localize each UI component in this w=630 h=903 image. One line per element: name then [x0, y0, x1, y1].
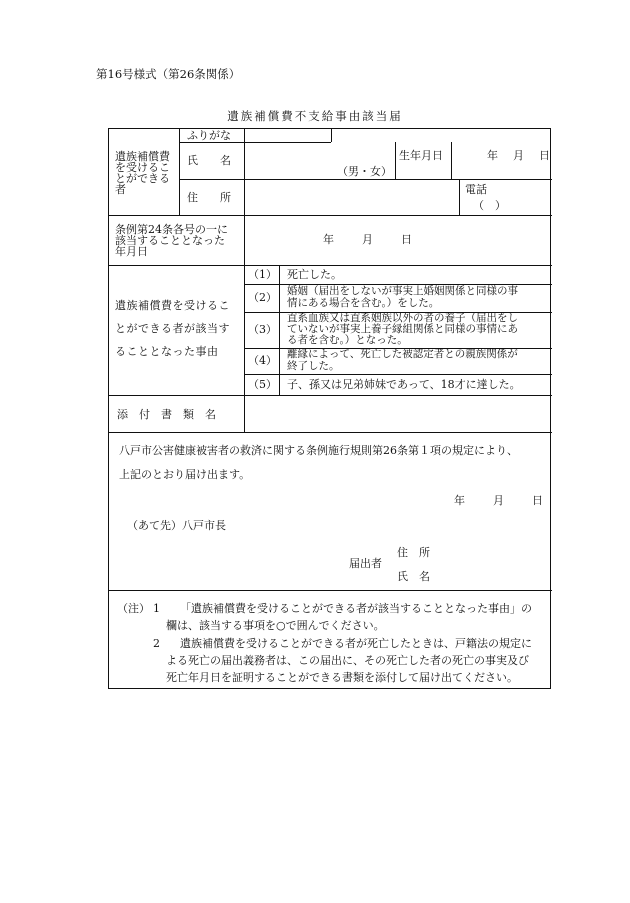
applicant-label-4: 者 [115, 183, 126, 196]
declaration-line-1: 八戸市公害健康被害者の救済に関する条例施行規則第26条第１項の規定により、 [119, 444, 518, 457]
phone-label: 電話 [465, 183, 487, 196]
rule-reason-4 [244, 374, 552, 375]
date-value[interactable]: 年 月 日 [323, 233, 414, 246]
gender-choice[interactable]: （男・女） [337, 165, 392, 178]
rule-declaration [109, 590, 552, 591]
rule-attachments [109, 432, 552, 433]
vrule-birth-right [451, 142, 452, 179]
addressee: （あて先）八戸市長 [127, 519, 226, 532]
furigana-label: ふりがな [187, 129, 231, 142]
note-2-line-1: 遺族補償費を受けることができる者が死亡したときは、戸籍法の規定に [180, 637, 532, 650]
note-2-line-2: よる死亡の届出義務者は、この届出に、その死亡した者の死亡の事実及び [166, 654, 529, 667]
notification-form [108, 128, 551, 689]
note-2-number: 2 [153, 637, 160, 650]
vrule-furigana-end [331, 129, 332, 142]
address-label: 住 所 [187, 191, 231, 204]
reason-label-2: とができる者が該当す [115, 322, 230, 335]
attachments-label: 添 付 書 類 名 [117, 408, 216, 421]
reason-item-num[interactable]: （5） [248, 378, 277, 391]
declaration-line-2: 上記のとおり届け出ます。 [119, 468, 251, 481]
reason-item-text: 離縁によって、死亡した被認定者との親族関係が [287, 348, 518, 360]
birthdate-label: 生年月日 [399, 149, 443, 162]
reason-label-1: 遺族補償費を受けるこ [115, 299, 230, 312]
reason-item-text: 直系血族又は直系姻族以外の者の養子（届出をし [287, 312, 518, 324]
vrule-reason-num [279, 265, 280, 395]
reason-item-text: 終了した。 [287, 360, 340, 372]
note-1-line-2: 欄は、該当する事項を○で囲んでください。 [166, 619, 385, 632]
reason-item-text: 子、孫又は兄弟姉妹であって、18才に達した。 [287, 378, 521, 391]
notes-prefix: （注） [117, 602, 150, 615]
name-label: 氏 名 [187, 154, 231, 167]
date-label-2: 該当することとなった [115, 234, 225, 247]
reason-item-text: る者を含む。）となった。 [287, 334, 408, 346]
notifier-label: 届出者 [349, 557, 382, 570]
reason-item-text: 死亡した。 [287, 268, 342, 281]
notifier-address-label: 住 所 [397, 546, 430, 559]
form-title: 遺族補償費不支給事由該当届 [227, 109, 403, 123]
notifier-name-label: 氏 名 [397, 570, 430, 583]
applicant-label-3: とができる [115, 172, 170, 185]
reason-item-num[interactable]: （3） [248, 323, 277, 336]
applicant-label-2: を受けるこ [115, 161, 170, 174]
phone-value[interactable]: （ ） [473, 199, 506, 212]
rule-applicant [109, 215, 552, 216]
declaration-date[interactable]: 年 月 日 [454, 494, 545, 507]
date-label-3: 年月日 [115, 245, 148, 258]
applicant-label-1: 遺族補償費 [115, 150, 170, 163]
reason-item-text: 情にある場合を含む。）をした。 [287, 297, 440, 309]
note-2-line-3: 死亡年月日を証明することができる書類を添付して届け出てください。 [166, 671, 518, 684]
reason-item-num[interactable]: （4） [248, 354, 277, 367]
vrule-applicant-label [179, 129, 180, 215]
form-number: 第16号様式（第26条関係） [96, 67, 241, 81]
reason-item-num[interactable]: （2） [248, 291, 277, 304]
reason-item-text: 婚姻（届出をしないが事実上婚姻関係と同様の事 [287, 285, 518, 297]
reason-item-num[interactable]: （1） [248, 268, 277, 281]
birthdate-value[interactable]: 年 月 日 [487, 149, 552, 162]
address-field[interactable] [245, 180, 458, 214]
reason-label-3: ることとなった事由 [115, 345, 219, 358]
date-label-1: 条例第24条各号の一に [115, 223, 228, 236]
reason-item-text: ていないが事実上養子縁組関係と同様の事情にあ [287, 323, 518, 335]
furigana-field[interactable] [245, 130, 330, 141]
attachments-field[interactable] [245, 396, 551, 431]
rule-date [109, 265, 552, 266]
vrule-phone [459, 179, 460, 215]
note-1-number: 1 [153, 602, 160, 615]
note-1-line-1: 「遺族補償費を受けることができる者が該当することとなった事由」の [180, 602, 532, 615]
vrule-birth-left [395, 142, 396, 179]
